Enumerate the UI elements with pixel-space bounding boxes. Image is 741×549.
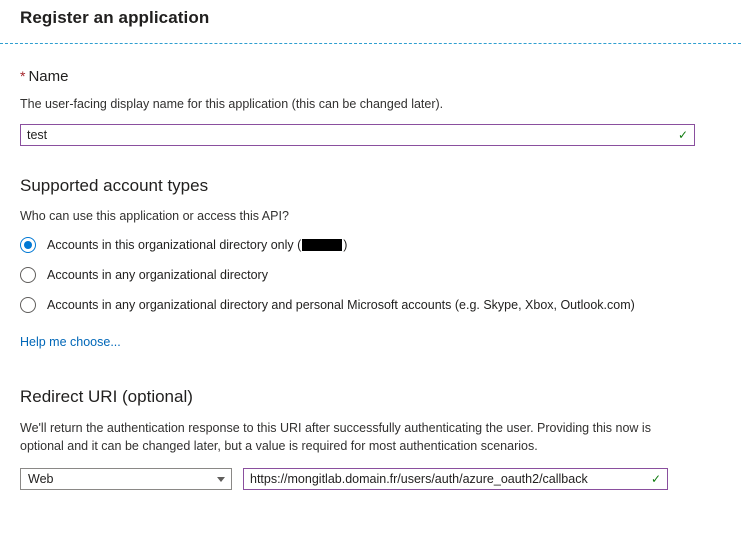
supported-account-types-question: Who can use this application or access this API?	[20, 208, 289, 223]
redacted-tenant-name	[302, 239, 342, 251]
radio-label-any-directory-and-personal: Accounts in any organizational directory and personal Microsoft accounts (e.g. Skype, Xbox, Outlook.com)	[47, 297, 635, 312]
name-input-wrapper[interactable]	[20, 124, 695, 146]
radio-icon-single-tenant[interactable]	[20, 237, 36, 253]
radio-label-any-directory: Accounts in any organizational directory	[47, 267, 268, 282]
name-field-label	[20, 68, 721, 85]
valid-check-icon: ✓	[677, 127, 688, 142]
form-content	[0, 68, 741, 490]
platform-select[interactable]	[20, 468, 232, 490]
radio-option-any-directory-and-personal[interactable]	[20, 297, 721, 313]
name-input[interactable]	[21, 125, 678, 145]
radio-label-single-tenant-prefix: Accounts in this organizational directory only (	[47, 237, 302, 252]
header-divider	[0, 43, 741, 44]
radio-label-single-tenant-suffix: )	[343, 237, 348, 252]
platform-select-value: Web	[28, 472, 54, 487]
redirect-uri-description: We'll return the authentication response to this URI after successfully authenticating the user. Providing this now is optional and it can be changed later, but a value is required for most authentication scenarios.	[20, 420, 651, 453]
redirect-uri-input-wrapper[interactable]	[243, 468, 668, 490]
redirect-uri-heading: Redirect URI (optional)	[20, 386, 193, 406]
help-me-choose-link[interactable]: Help me choose...	[20, 334, 121, 349]
page-title: Register an application	[20, 8, 210, 27]
radio-icon-any-directory-and-personal[interactable]	[20, 297, 36, 313]
name-description: The user-facing display name for this application (this can be changed later).	[20, 97, 444, 111]
radio-label-single-tenant	[47, 238, 347, 252]
valid-check-icon-uri: ✓	[650, 472, 661, 487]
name-label-text: Name	[28, 68, 69, 85]
required-indicator: *	[20, 68, 26, 84]
radio-icon-any-directory[interactable]	[20, 267, 36, 283]
redirect-uri-input[interactable]	[244, 469, 651, 489]
redirect-uri-row	[20, 468, 721, 490]
chevron-down-icon[interactable]	[217, 477, 225, 482]
radio-option-any-directory[interactable]	[20, 267, 721, 283]
radio-option-single-tenant[interactable]	[20, 237, 721, 253]
supported-account-types-heading: Supported account types	[20, 175, 209, 195]
